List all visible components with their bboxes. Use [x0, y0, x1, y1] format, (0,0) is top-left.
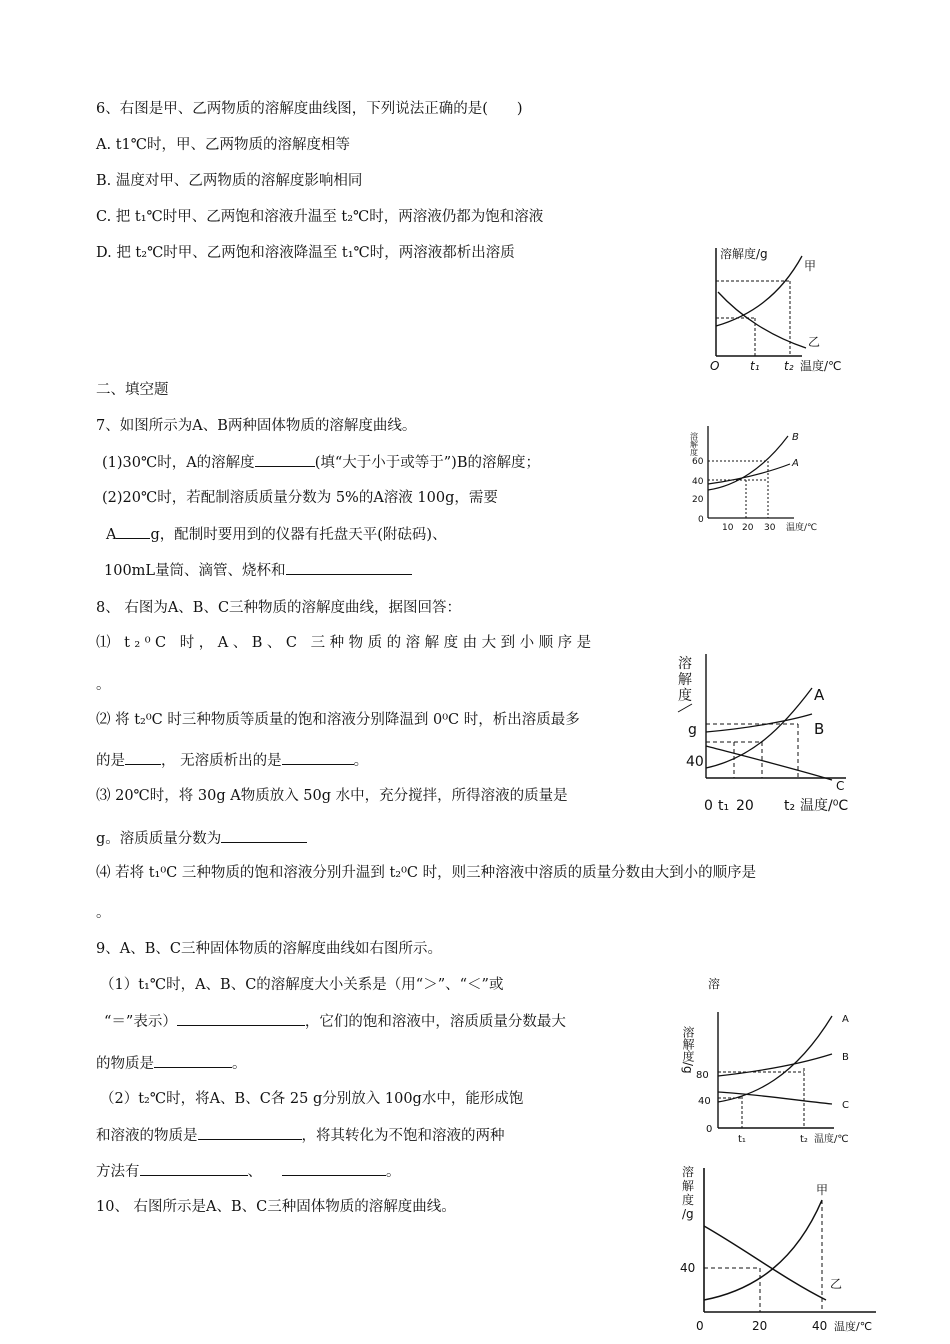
q10-label-jia: 甲: [816, 1183, 829, 1197]
q10-stem: 10、 右图所示是A、B、C三种固体物质的溶解度曲线。: [96, 1199, 456, 1215]
q6-solubility-figure: [700, 236, 860, 376]
q8-ylabel-2: 解: [678, 672, 692, 688]
q7-blank-3[interactable]: [286, 560, 412, 575]
q8-part3: [96, 750, 368, 771]
q10-x20: 20: [752, 1319, 768, 1333]
q10-ylabel-1: 溶: [682, 1165, 695, 1179]
q9-t1: t₁: [738, 1134, 746, 1145]
q8-y40: 40: [686, 754, 704, 770]
q10-ylabel-4: /g: [682, 1207, 694, 1221]
q8-unit: g: [688, 722, 697, 738]
q6-curve-jia: [716, 256, 802, 326]
q9-blank-4[interactable]: [140, 1161, 248, 1176]
q9-blank-1[interactable]: [177, 1011, 305, 1026]
q10-solubility-figure: [676, 1160, 886, 1340]
q10-x40: 40: [812, 1319, 828, 1333]
q8-x0: 0: [704, 798, 713, 814]
q8-solubility-figure: [672, 648, 862, 818]
q9-blank-3[interactable]: [198, 1125, 302, 1140]
q7-ylabel: 溶解度: [689, 432, 699, 456]
q7-xlabel: 温度/℃: [786, 523, 818, 533]
q7-part1-post: (填“大于小于或等于”)B的溶解度；: [314, 455, 540, 471]
q9-y40: 40: [698, 1096, 711, 1107]
q7-part3: [106, 524, 447, 545]
q9-label-c: C: [842, 1100, 849, 1111]
q9-part2-pre: “＝”表示）: [104, 1014, 177, 1030]
q9-part1: （1）t₁℃时，A、B、C的溶解度大小关系是（用“＞”、“＜”或: [100, 977, 504, 993]
q8-part1: ⑴ t₂⁰C 时，A、B、C 三种物质的溶解度由大到小顺序是: [96, 635, 596, 651]
q8-ylabel-slash: [678, 704, 692, 712]
q10-curve-yi: [704, 1226, 826, 1300]
q8-part6-end: 。: [96, 905, 111, 921]
q6-option-a: A. t1℃时，甲、乙两物质的溶解度相等: [96, 137, 350, 153]
q9-xlabel: 温度/℃: [814, 1134, 849, 1145]
q6-stem: 6、右图是甲、乙两物质的溶解度曲线图，下列说法正确的是( ): [96, 101, 523, 117]
q9-part2-post: ，它们的饱和溶液中，溶质质量分数最大: [304, 1014, 566, 1030]
q8-part3-end: 。: [353, 753, 369, 769]
q9-t2: t₂: [800, 1134, 808, 1145]
q6-label-jia: 甲: [804, 259, 817, 273]
q7-x30: 30: [764, 523, 776, 533]
q8-t2: t₂: [784, 798, 796, 814]
q7-part1-pre: (1)30℃时，A的溶解度: [102, 455, 255, 471]
q10-ylabel-2: 解: [682, 1179, 695, 1193]
q7-part4: [104, 560, 412, 581]
q8-t1: t₁: [718, 798, 730, 814]
q7-part2: (2)20℃时，若配制溶质质量分数为 5%的A溶液 100g，需要: [102, 490, 498, 506]
q8-blank-2[interactable]: [282, 750, 354, 765]
q7-part3-post: g，配制时要用到的仪器有托盘天平(附砝码)、: [150, 527, 447, 543]
q9-part6: [96, 1161, 401, 1182]
q9-part5-post: ，将其转化为不饱和溶液的两种: [301, 1128, 505, 1144]
q6-option-c: C. 把 t₁℃时甲、乙两饱和溶液升温至 t₂℃时，两溶液仍都为饱和溶液: [96, 209, 544, 225]
q9-label-a: A: [842, 1014, 849, 1025]
q9-part6-end: 。: [386, 1164, 401, 1180]
q9-solubility-figure: [681, 968, 864, 1148]
q7-blank-2[interactable]: [116, 524, 150, 539]
q10-label-yi: 乙: [830, 1277, 843, 1291]
q9-ylabel-top: 溶: [708, 977, 721, 991]
q10-ylabel-3: 度: [682, 1193, 695, 1207]
q7-solubility-figure: [686, 418, 856, 538]
q8-part3-pre: 的是: [96, 753, 125, 769]
q7-x20: 20: [742, 523, 754, 533]
q6-ylabel: 溶解度/g: [720, 247, 768, 261]
q10-xlabel: 温度/℃: [834, 1320, 873, 1333]
q9-part5: [96, 1125, 505, 1146]
q8-blank-1[interactable]: [125, 750, 161, 765]
q8-label-b: B: [814, 720, 825, 738]
q7-y40: 40: [692, 477, 704, 487]
q8-curve-a: [706, 688, 812, 768]
q9-curve-b: [718, 1054, 832, 1076]
q8-curve-b: [706, 714, 812, 732]
q9-y80: 80: [696, 1070, 709, 1081]
q9-stem: 9、A、B、C三种固体物质的溶解度曲线如右图所示。: [96, 941, 442, 957]
q8-part6: ⑷ 若将 t₁⁰C 三种物质的饱和溶液分别升温到 t₂⁰C 时，则三种溶液中溶质的质量分数由大到小的顺序是: [96, 865, 757, 881]
q7-label-b: B: [792, 432, 799, 443]
q9-blank-2[interactable]: [154, 1053, 232, 1068]
q8-label-a: A: [814, 686, 825, 704]
q7-x10: 10: [722, 523, 734, 533]
q8-part1-end: 。: [96, 677, 111, 693]
q10-x0: 0: [696, 1319, 704, 1333]
q7-part1: [102, 452, 540, 473]
q9-y0: 0: [706, 1124, 713, 1135]
q9-label-b: B: [842, 1052, 849, 1063]
q9-part3-end: 。: [232, 1056, 247, 1072]
q9-part3-pre: 的物质是: [96, 1056, 154, 1072]
q6-option-d: D. 把 t₂℃时甲、乙两饱和溶液降温至 t₁℃时，两溶液都析出溶质: [96, 245, 515, 261]
q7-part4-text: 100mL量筒、滴管、烧杯和: [104, 563, 286, 579]
q6-t2: t₂: [784, 359, 794, 373]
q7-label-a: A: [792, 458, 799, 469]
q8-part2: ⑵ 将 t₂⁰C 时三种物质等质量的饱和溶液分别降温到 0⁰C 时，析出溶质最多: [96, 712, 580, 728]
q7-blank-1[interactable]: [255, 452, 315, 467]
q7-stem: 7、如图所示为A、B两种固体物质的溶解度曲线。: [96, 418, 417, 434]
q9-part4: （2）t₂℃时，将A、B、C各 25 g分别放入 100g水中，能形成饱: [100, 1091, 524, 1107]
q9-part6-pre: 方法有: [96, 1164, 140, 1180]
q8-part5-pre: g。溶质质量分数为: [96, 831, 222, 847]
q8-ylabel-1: 溶: [678, 656, 692, 672]
q9-blank-5[interactable]: [282, 1161, 386, 1176]
section-title: 二、填空题: [96, 382, 169, 398]
q8-label-c: C: [836, 779, 845, 793]
q7-part3-pre: A: [106, 527, 117, 543]
q6-xlabel: 温度/℃: [800, 359, 842, 373]
q6-t1: t₁: [750, 359, 760, 373]
q9-part3: [96, 1053, 247, 1074]
q9-part6-mid: 、: [247, 1164, 262, 1180]
q7-y60: 60: [692, 457, 704, 467]
q9-part2: [104, 1011, 566, 1032]
q8-blank-3[interactable]: [221, 828, 307, 843]
q8-part3-mid: ， 无溶质析出的是: [161, 753, 282, 769]
q6-label-yi: 乙: [808, 335, 821, 349]
q8-x20: 20: [736, 798, 754, 814]
q7-y0: 0: [698, 515, 704, 525]
q8-stem: 8、 右图为A、B、C三种物质的溶解度曲线，据图回答：: [96, 600, 462, 616]
q10-curve-jia: [704, 1200, 822, 1300]
q7-y20: 20: [692, 495, 704, 505]
q9-part5-pre: 和溶液的物质是: [96, 1128, 198, 1144]
q8-xlabel: 温度/⁰C: [800, 798, 849, 814]
q8-ylabel-3: 度: [678, 688, 692, 704]
q10-y40: 40: [680, 1261, 696, 1275]
q6-option-b: B. 温度对甲、乙两物质的溶解度影响相同: [96, 173, 363, 189]
q8-part5: [96, 828, 307, 849]
q6-origin: O: [710, 359, 720, 373]
q9-ylabel: 溶解度/g: [681, 1026, 695, 1074]
q8-part4: ⑶ 20℃时，将 30g A物质放入 50g 水中，充分搅拌，所得溶液的质量是: [96, 788, 568, 804]
